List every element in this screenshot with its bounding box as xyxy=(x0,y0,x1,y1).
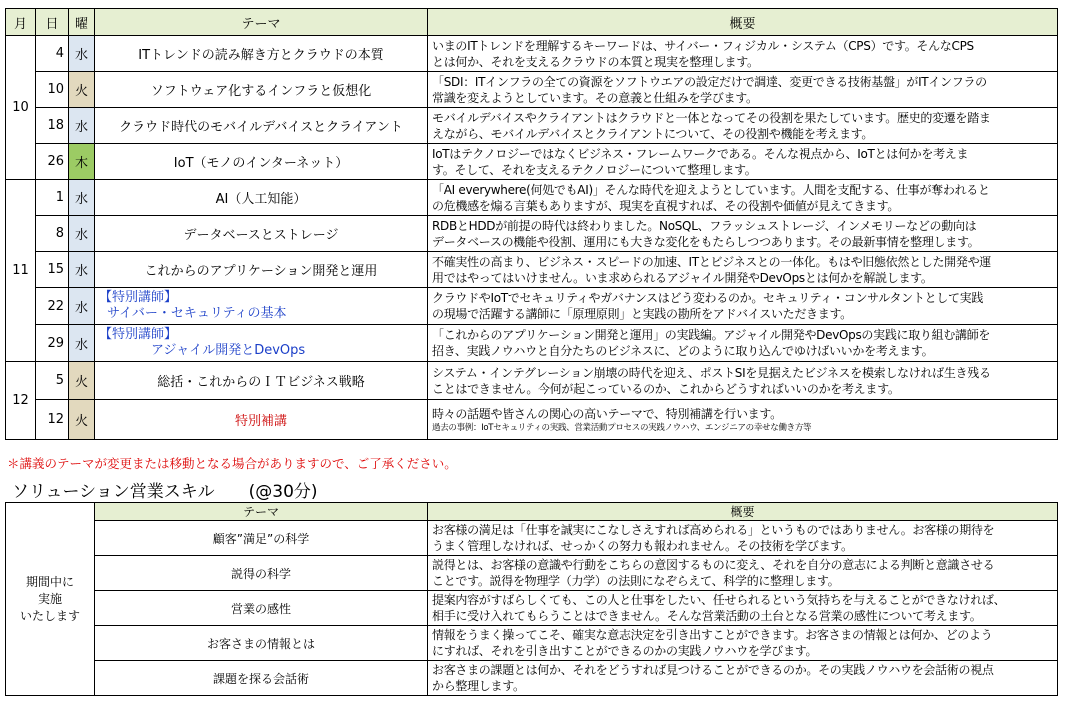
theme-cell: 営業の感性 xyxy=(95,591,428,626)
summary-cell xyxy=(428,362,1058,400)
weekday-cell: 水 xyxy=(69,288,95,325)
weekday-cell: 水 xyxy=(69,252,95,288)
day-cell: 12 xyxy=(36,400,69,440)
period-line: いたします xyxy=(19,608,80,623)
table-row xyxy=(6,36,1058,72)
theme-cell: クラウド時代のモバイルデバイスとクライアント xyxy=(95,108,428,144)
summary-line: 不確実性の高まり、ビジネス・スピードの加速、ITとビジネスとの一体化。もはや旧態依然とした開発や運 xyxy=(432,254,991,269)
summary-line: うまく管理しなければ、せっかくの努力も報われません。その技術を学びます。 xyxy=(432,539,853,553)
summary-cell xyxy=(428,661,1058,696)
summary-line: 相手に受け入れてもらうことはできません。そんな営業活動の土台となる営業の感性について考えます。 xyxy=(432,609,982,623)
weekday-cell: 火 xyxy=(69,362,95,400)
summary-line: 提案内容がすばらしくても、この人と仕事をしたい、任せられるという気持ちを与えることができなければ、 xyxy=(432,593,1006,607)
summary-line: とは何か、それを支えるクラウドの本質と現実を整理します。 xyxy=(432,54,759,69)
weekday-cell: 水 xyxy=(69,180,95,216)
special-lecturer-tag: 【特別講師】 xyxy=(99,327,178,342)
header-month: 月 xyxy=(6,9,36,36)
summary-line: 説得とは、お客様の意識や行動をこちらの意図するものに変え、それを自分の意志による判断と意識させる xyxy=(432,558,995,572)
special-lecturer-tag: 【特別講師】 xyxy=(99,290,178,305)
change-notice: ＊講義のテーマが変更または移動となる場合がありますので、ご了承ください。 xyxy=(7,456,457,471)
month-cell: 10 xyxy=(6,36,36,180)
header-theme: テーマ xyxy=(95,503,428,521)
month-cell: 12 xyxy=(6,362,36,440)
summary-line: 「AI everywhere(何処でもAI)」そんな時代を迎えようとしています。人間を支配する、仕事が奪われると xyxy=(432,182,990,197)
summary-cell xyxy=(428,556,1058,591)
table-row xyxy=(6,400,1058,440)
sales-skill-table xyxy=(5,502,1058,696)
summary-line: RDBとHDDが前提の時代は終わりました。NoSQL、フラッシュストレージ、インメモリーなどの動向は xyxy=(432,218,977,233)
weekday-cell: 火 xyxy=(69,400,95,440)
day-cell: 18 xyxy=(36,108,69,144)
weekday-cell: 水 xyxy=(69,108,95,144)
summary-line: ことです。説得を物理学（力学）の法則になぞらえて、科学的に整理します。 xyxy=(432,574,840,588)
summary-line: 常識を変えようとしています。その意義と仕組みを学びます。 xyxy=(432,90,758,105)
summary-cell xyxy=(428,252,1058,288)
summary-line: モバイルデバイスやクライアントはクラウドと一体となってその役割を果たしています。歴史的変遷を踏ま xyxy=(432,110,991,125)
summary-cell xyxy=(428,216,1058,252)
summary-line: 「これからのアプリケーション開発と運用」の実践編。アジャイル開発やDevOpsの実践に取り組む講師を xyxy=(432,328,991,342)
table-row xyxy=(6,252,1058,288)
theme-cell: 課題を探る会話術 xyxy=(95,661,428,696)
skill-header-row xyxy=(6,503,1058,521)
theme-cell: ITトレンドの読み解き方とクラウドの本質 xyxy=(95,36,428,72)
theme-cell: お客さまの情報とは xyxy=(95,626,428,661)
weekday-cell: 火 xyxy=(69,72,95,108)
summary-cell xyxy=(428,72,1058,108)
summary-line: 用ではやってはいけません。いま求められるアジャイル開発やDevOpsとは何かを解説します。 xyxy=(432,270,933,285)
summary-line: お客さまの課題とは何か、それをどうすれば見つけることができるのか。その実践ノウハウを会話術の視点 xyxy=(432,663,994,677)
summary-line: IoTはテクノロジーではなくビジネス・フレームワークである。そんな視点から、IoTとは何かを考えま xyxy=(432,146,969,161)
table-row xyxy=(6,108,1058,144)
summary-cell xyxy=(428,108,1058,144)
table-row xyxy=(6,180,1058,216)
summary-line: お客様の満足は「仕事を誠実にこなしさえすれば高められる」というものではありません。お客様の期待を xyxy=(432,523,995,537)
summary-cell xyxy=(428,144,1058,180)
table-row xyxy=(6,325,1058,362)
summary-cell xyxy=(428,626,1058,661)
theme-cell: 説得の科学 xyxy=(95,556,428,591)
day-cell: 8 xyxy=(36,216,69,252)
theme-cell: 特別補講 xyxy=(95,400,428,440)
summary-line: 情報をうまく操ってこそ、確実な意志決定を引き出すことができます。お客さまの情報とは何か、どのよう xyxy=(432,628,993,642)
day-cell: 22 xyxy=(36,288,69,325)
section-title: ソリューション営業スキル (@30分) xyxy=(12,482,318,502)
theme-cell xyxy=(95,288,428,325)
summary-cell xyxy=(428,180,1058,216)
summary-examples: 過去の事例：IoTセキュリティの実践、営業活動プロセスの実践ノウハウ、エンジニアの幸せな働き方等 xyxy=(432,422,812,433)
table-row xyxy=(6,362,1058,400)
summary-line: から整理します。 xyxy=(432,679,525,693)
summary-line: えながら、モバイルデバイスとクライアントについて、その役割や機能を考えます。 xyxy=(432,126,874,141)
day-cell: 29 xyxy=(36,325,69,362)
theme-cell: これからのアプリケーション開発と運用 xyxy=(95,252,428,288)
table-row xyxy=(6,556,1058,591)
theme-title: アジャイル開発とDevOps xyxy=(151,343,306,358)
month-cell: 11 xyxy=(6,180,36,362)
day-cell: 4 xyxy=(36,36,69,72)
weekday-cell: 水 xyxy=(69,325,95,362)
summary-cell xyxy=(428,325,1058,362)
summary-cell xyxy=(428,36,1058,72)
theme-cell: IoT（モノのインターネット） xyxy=(95,144,428,180)
day-cell: 5 xyxy=(36,362,69,400)
summary-cell xyxy=(428,288,1058,325)
summary-line: システム・インテグレーション崩壊の時代を迎え、ポストSIを見据えたビジネスを模索しなければ生き残る xyxy=(432,365,991,380)
period-line: 期間中に xyxy=(25,574,74,589)
table-row xyxy=(6,591,1058,626)
theme-cell xyxy=(95,325,428,362)
theme-title: サイバー・セキュリティの基本 xyxy=(107,306,287,321)
summary-cell xyxy=(428,591,1058,626)
table-row xyxy=(6,626,1058,661)
summary-line: いまのITトレンドを理解するキーワードは、サイバー・フィジカル・システム（CPS）です。そんなCPS xyxy=(432,38,974,53)
summary-line: クラウドやIoTでセキュリティやガバナンスはどう変わるのか。セキュリティ・コンサルタントとして実践 xyxy=(432,291,984,305)
schedule-header-row xyxy=(6,9,1058,36)
header-summary: 概要 xyxy=(428,9,1058,36)
theme-cell: 総括・これからのＩＴビジネス戦略 xyxy=(95,362,428,400)
summary-cell xyxy=(428,521,1058,556)
header-theme: テーマ xyxy=(95,9,428,36)
table-row xyxy=(6,521,1058,556)
table-row xyxy=(6,661,1058,696)
summary-line: にすれば、それを引き出すことができるのかの実践ノウハウを学びます。 xyxy=(432,644,818,658)
summary-line: の危機感を煽る言葉もありますが、現実を直視すれば、その役割や価値が見えてきます。 xyxy=(432,198,900,213)
summary-line: す。そして、それを支えるテクノロジーについて整理します。 xyxy=(432,162,757,177)
weekday-cell: 水 xyxy=(69,216,95,252)
theme-cell: データベースとストレージ xyxy=(95,216,428,252)
theme-cell: 顧客”満足”の科学 xyxy=(95,521,428,556)
header-summary: 概要 xyxy=(428,503,1058,521)
summary-line: ことはできません。今何が起こっているのか、これからどうすればいいのかを考えます。 xyxy=(432,381,900,396)
summary-line: 時々の話題や皆さんの関心の高いテーマで、特別補講を行います。 xyxy=(432,406,782,421)
table-row xyxy=(6,144,1058,180)
summary-cell xyxy=(428,400,1058,440)
table-row xyxy=(6,288,1058,325)
weekday-cell: 水 xyxy=(69,36,95,72)
header-weekday: 曜 xyxy=(69,9,95,36)
header-day: 日 xyxy=(36,9,69,36)
period-cell xyxy=(6,503,95,696)
summary-line: データベースの機能や役割、運用にも大きな変化をもたらしつつあります。その最新事情を整理します。 xyxy=(432,234,980,249)
lecture-schedule-table xyxy=(5,8,1058,440)
table-row xyxy=(6,72,1058,108)
summary-line: 「SDI：ITインフラの全ての資源をソフトウエアの設定だけで調達、変更できる技術基盤」がITインフラの xyxy=(432,74,987,89)
period-line: 実施 xyxy=(37,591,62,606)
theme-cell: ソフトウェア化するインフラと仮想化 xyxy=(95,72,428,108)
summary-line: の現場で活躍する講師に「原理原則」と実践の勘所をアドバイスいただきます。 xyxy=(432,307,852,321)
summary-line: 招き、実践ノウハウと自分たちのビジネスに、どのように取り込んでゆけばいいかを考えます。 xyxy=(432,344,934,358)
table-row xyxy=(6,216,1058,252)
theme-cell: AI（人工知能） xyxy=(95,180,428,216)
day-cell: 26 xyxy=(36,144,69,180)
day-cell: 15 xyxy=(36,252,69,288)
day-cell: 10 xyxy=(36,72,69,108)
weekday-cell: 木 xyxy=(69,144,95,180)
day-cell: 1 xyxy=(36,180,69,216)
